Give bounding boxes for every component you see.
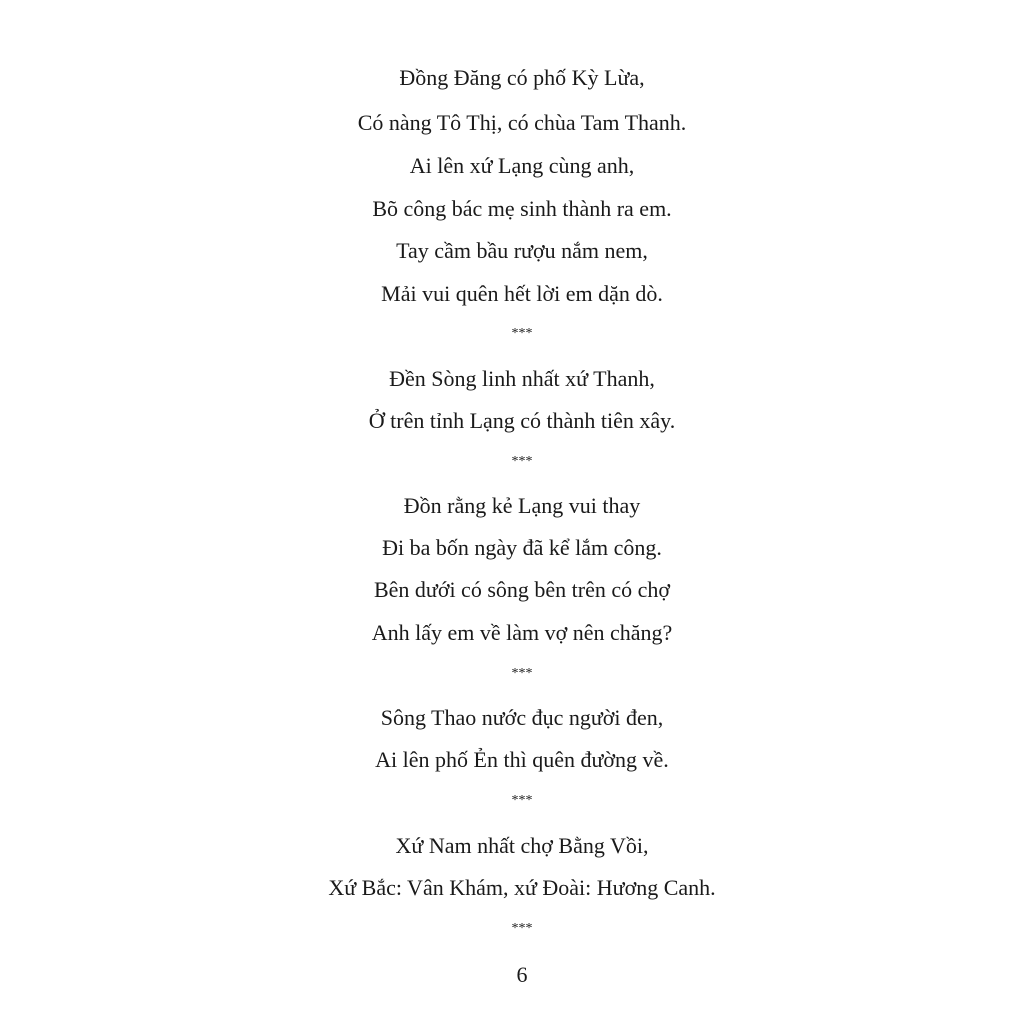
stanza-separator: *** [511, 666, 533, 681]
poem-line: Xứ Nam nhất chợ Bằng Vồi, [395, 833, 649, 858]
poem-line: Có nàng Tô Thị, có chùa Tam Thanh. [357, 110, 687, 135]
poem-line: Ở trên tỉnh Lạng có thành tiên xây. [368, 408, 676, 433]
poem-line: Ai lên xứ Lạng cùng anh, [409, 153, 635, 178]
page-number: 6 [516, 962, 528, 987]
poem-line: Đồn rằng kẻ Lạng vui thay [403, 493, 641, 518]
poem-line: Bên dưới có sông bên trên có chợ [373, 577, 671, 602]
stanza-separator: *** [511, 793, 533, 808]
stanza-separator: *** [511, 921, 533, 936]
stanza-separator: *** [511, 326, 533, 341]
poem-line: Xứ Bắc: Vân Khám, xứ Đoài: Hương Canh. [328, 875, 716, 900]
stanza-separator: *** [511, 454, 533, 469]
poem-line: Đền Sòng linh nhất xứ Thanh, [389, 366, 655, 391]
poem-line: Anh lấy em về làm vợ nên chăng? [371, 620, 673, 645]
poem-line: Ai lên phố Ẻn thì quên đường về. [375, 747, 669, 772]
poem-line: Đồng Đăng có phố Kỳ Lừa, [399, 65, 645, 90]
poem-line: Đi ba bốn ngày đã kể lắm công. [382, 535, 662, 560]
poem-line: Sông Thao nước đục người đen, [380, 705, 664, 730]
poem-line: Bõ công bác mẹ sinh thành ra em. [372, 196, 672, 221]
poem-line: Mải vui quên hết lời em dặn dò. [381, 281, 663, 306]
poem-line: Tay cầm bầu rượu nắm nem, [396, 238, 648, 263]
